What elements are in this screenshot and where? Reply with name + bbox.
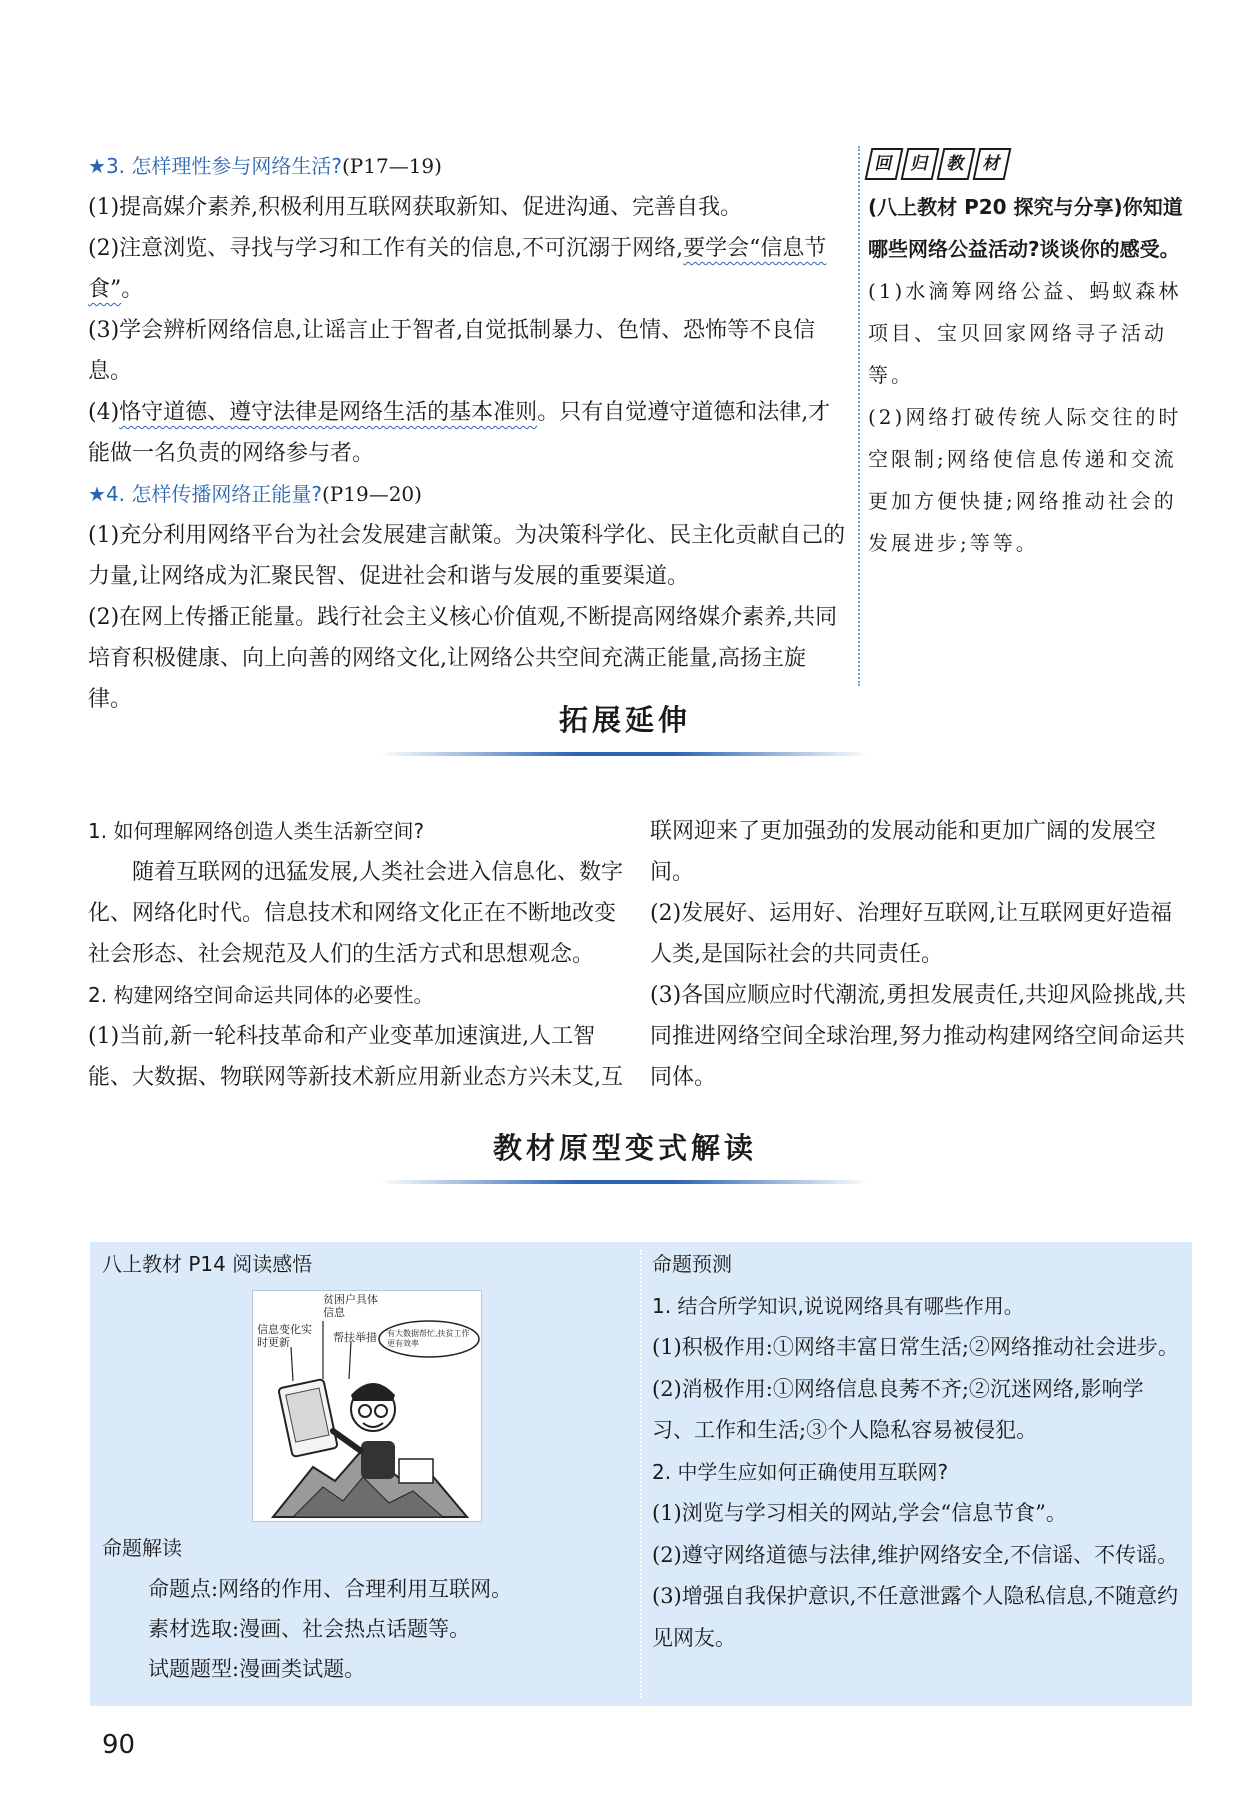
box-divider <box>640 1250 642 1698</box>
question-4-heading <box>88 474 848 515</box>
proposition-prediction <box>652 1244 1184 1659</box>
q3-item-1: (1)提高媒介素养,积极利用互联网获取新知、促进沟通、完善自我。 <box>88 195 743 220</box>
question-3-heading <box>88 146 848 187</box>
proposition-analysis <box>102 1528 622 1689</box>
analysis-item-1: 命题点:网络的作用、合理利用互联网。 <box>148 1577 513 1601</box>
return-to-textbook-badge: 回 归 教 材 <box>868 148 1190 180</box>
key-points-column <box>88 146 848 720</box>
star-icon: ★ <box>88 154 106 178</box>
prediction-question-1: 1. 结合所学知识,说说网络具有哪些作用。 <box>652 1293 1024 1318</box>
cartoon-speech-bubble-text: 有大数据帮忙,扶贫工作更有效率 <box>387 1329 470 1348</box>
prediction-q1-item-1: (1)积极作用:①网络丰富日常生活;②网络推动社会进步。 <box>652 1335 1179 1359</box>
cartoon-label-poor-household: 贫困户具体信息 <box>323 1293 378 1319</box>
extend-paragraph-1: 随着互联网的迅猛发展,人类社会进入信息化、数字化、网络化时代。信息技术和网络文化正在不断地改变社会形态、社会规范及人们的生活方式和思想观念。 <box>88 860 623 967</box>
extend-paragraph-2: (1)当前,新一轮科技革命和产业变革加速演进,人工智能、大数据、物联网等新技术新应用新业态方兴未艾,互 <box>88 1024 623 1090</box>
star-icon: ★ <box>88 482 106 506</box>
prediction-q1-item-2: (2)消极作用:①网络信息良莠不齐;②沉迷网络,影响学习、工作和生活;③个人隐私容易被侵犯。 <box>652 1376 1144 1442</box>
prediction-q2-item-1: (1)浏览与学习相关的网站,学会“信息节食”。 <box>652 1501 1067 1525</box>
textbook-review-sidebar <box>868 146 1190 564</box>
analysis-heading: 命题解读 <box>102 1536 182 1560</box>
sidebar-answer-2: (2)网络打破传统人际交往的时空限制;网络使信息传递和交流更加方便快捷;网络推动社会的发展进步;等等。 <box>868 405 1182 555</box>
wavy-underline-text: 要学会“信息节食” <box>88 236 827 302</box>
sidebar-question: (八上教材 P20 探究与分享)你知道哪些网络公益活动?谈谈你的感受。 <box>868 195 1183 261</box>
prediction-q2-item-3: (3)增强自我保护意识,不任意泄露个人隐私信息,不随意约见网友。 <box>652 1584 1179 1650</box>
extend-heading-1: 1. 如何理解网络创造人类生活新空间? <box>88 819 425 843</box>
page-number: 90 <box>102 1730 136 1760</box>
cartoon-illustration <box>252 1290 482 1522</box>
column-divider <box>858 146 860 686</box>
section-underline <box>380 752 870 756</box>
question-3-title: 3. 怎样理性参与网络生活? <box>105 154 342 178</box>
wavy-underline-text: 恪守道德、遵守法律是网络生活的基本准则 <box>119 400 538 425</box>
section-title-prototype: 教材原型变式解读 <box>492 1131 757 1165</box>
q4-item-2: (2)在网上传播正能量。践行社会主义核心价值观,不断提高网络媒介素养,共同培育积极健康、向上向善的网络文化,让网络公共空间充满正能量,高扬主旋律。 <box>88 605 838 712</box>
page-ref: (P19—20) <box>322 482 422 506</box>
prediction-q2-item-2: (2)遵守网络道德与法律,维护网络安全,不信谣、不传谣。 <box>652 1542 1179 1567</box>
analysis-item-3: 试题题型:漫画类试题。 <box>148 1657 366 1681</box>
extend-paragraph-3: (2)发展好、运用好、治理好互联网,让互联网更好造福人类,是国际社会的共同责任。 <box>650 901 1173 967</box>
extend-paragraph-4: (3)各国应顺应时代潮流,勇担发展责任,共迎风险挑战,共同推进网络空间全球治理,努力推动构建网络空间命运共同体。 <box>650 983 1187 1090</box>
sidebar-answer-1: (1)水滴筹网络公益、蚂蚁森林项目、宝贝回家网络寻子活动等。 <box>868 279 1182 387</box>
extend-right-column <box>650 811 1190 1098</box>
q3-item-2: (2)注意浏览、寻找与学习和工作有关的信息,不可沉溺于网络,要学会“信息节食”。 <box>88 236 827 302</box>
q4-item-1: (1)充分利用网络平台为社会发展建言献策。为决策科学化、民主化贡献自己的力量,让网络成为汇聚民智、促进社会和谐与发展的重要渠道。 <box>88 523 846 589</box>
extend-left-column <box>88 811 630 1098</box>
cartoon-label-measures: 帮扶举措 <box>333 1331 377 1344</box>
page-ref: (P17—19) <box>342 154 442 178</box>
q3-item-4: (4)恪守道德、遵守法律是网络生活的基本准则。只有自觉遵守道德和法律,才能做一名负责的网络参与者。 <box>88 400 831 466</box>
reading-reflection-title: 八上教材 P14 阅读感悟 <box>102 1252 313 1276</box>
section-title-extend: 拓展延伸 <box>558 703 691 737</box>
cartoon-label-info-update: 信息变化实时更新 <box>257 1323 312 1349</box>
extend-paragraph-2-cont: 联网迎来了更加强劲的发展动能和更加广阔的发展空间。 <box>650 819 1157 885</box>
prediction-heading: 命题预测 <box>652 1252 732 1276</box>
q3-item-3: (3)学会辨析网络信息,让谣言止于智者,自觉抵制暴力、色情、恐怖等不良信息。 <box>88 318 816 384</box>
section-underline <box>380 1180 870 1184</box>
extend-heading-2: 2. 构建网络空间命运共同体的必要性。 <box>88 983 434 1007</box>
prediction-question-2: 2. 中学生应如何正确使用互联网? <box>652 1459 949 1484</box>
question-4-title: 4. 怎样传播网络正能量? <box>105 482 322 506</box>
analysis-item-2: 素材选取:漫画、社会热点话题等。 <box>148 1617 471 1641</box>
